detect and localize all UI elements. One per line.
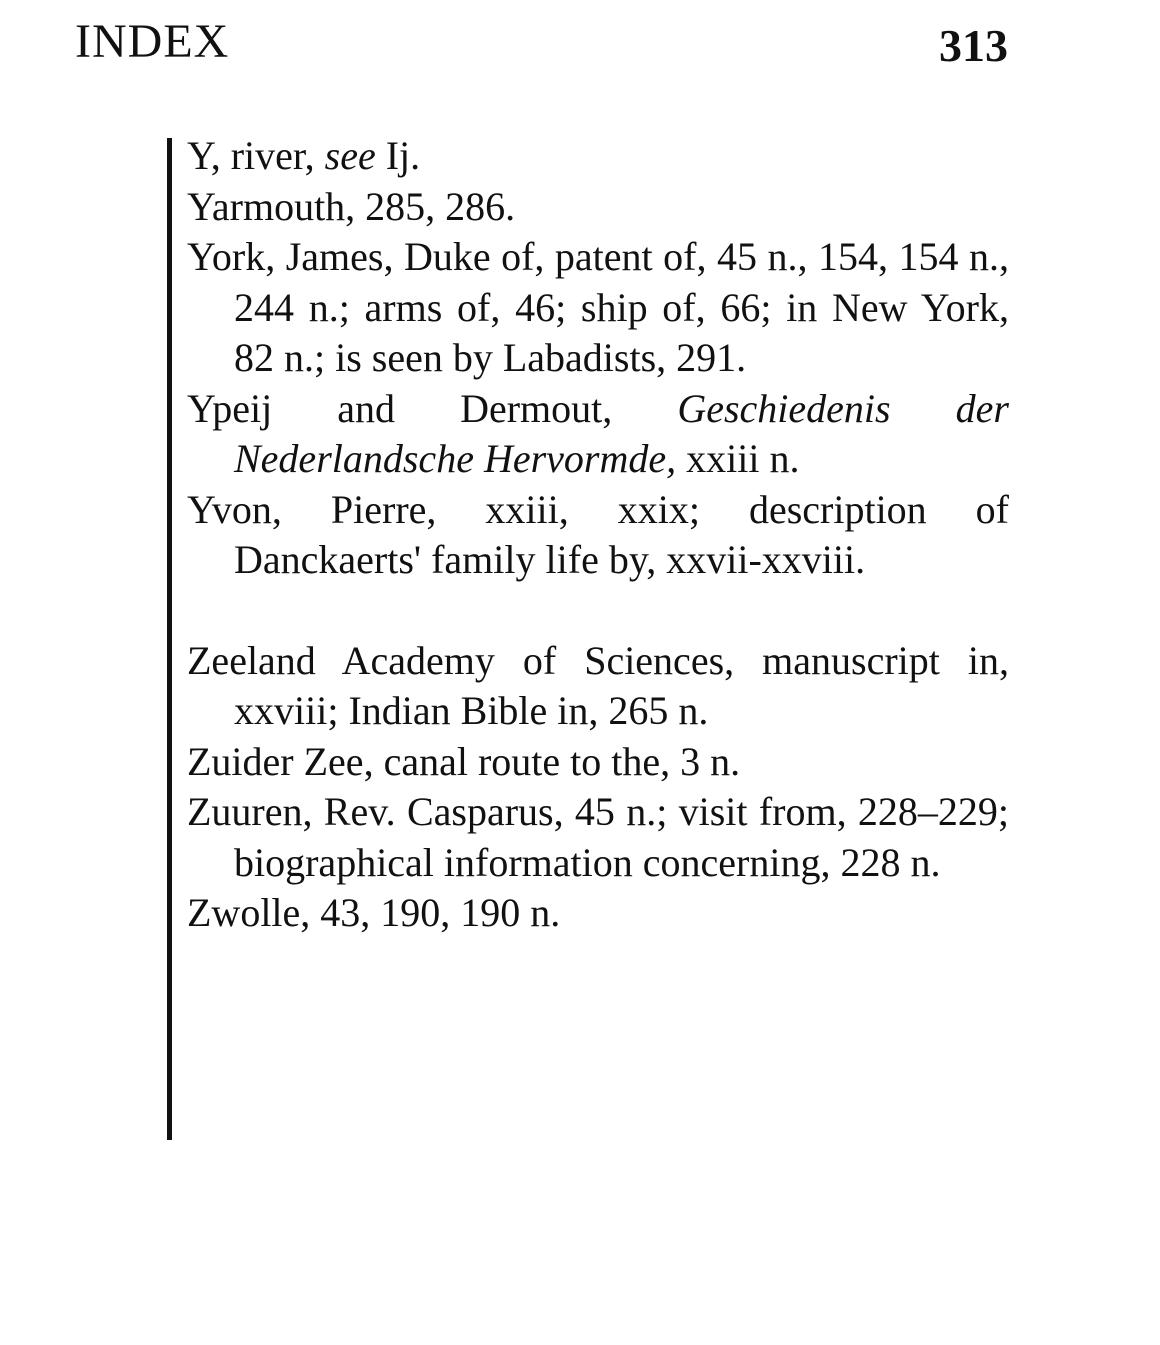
index-vertical-rule xyxy=(167,138,172,1140)
index-entry-zwolle: Zwolle, 43, 190, 190 n. xyxy=(187,890,561,935)
page-number: 313 xyxy=(939,20,1008,71)
index-entries xyxy=(187,131,1009,939)
index-entry-yarmouth: Yarmouth, 285, 286. xyxy=(187,183,516,229)
index-entry-yvon: Yvon, Pierre, xxiii, xxix; description of Danckaerts' family life by, xxvii-xxviii. xyxy=(187,486,1009,582)
letter-section-gap xyxy=(187,586,1009,636)
page-header-title: INDEX xyxy=(75,15,230,68)
index-entry-york: York, James, Duke of, patent of, 45 n., 154, 154 n., 244 n.; arms of, 46; ship of, 66; in New York, 82 n.; is seen by Labadists, 291. xyxy=(187,234,1009,380)
index-entry-ypeij: Ypeij and Dermout, Geschiedenis der Nederlandsche Hervormde, xxiii n. xyxy=(187,385,1009,481)
index-entry-zuuren: Zuuren, Rev. Casparus, 45 n.; visit from, 228–229; biographical information concerning, 228 n. xyxy=(187,789,1009,885)
index-entry-zuider-zee: Zuider Zee, canal route to the, 3 n. xyxy=(187,738,741,784)
index-entry-zeeland: Zeeland Academy of Sciences, manuscript in, xxviii; Indian Bible in, 265 n. xyxy=(187,637,1009,733)
index-entry-y-river: Y, river, see Ij. xyxy=(187,133,421,178)
